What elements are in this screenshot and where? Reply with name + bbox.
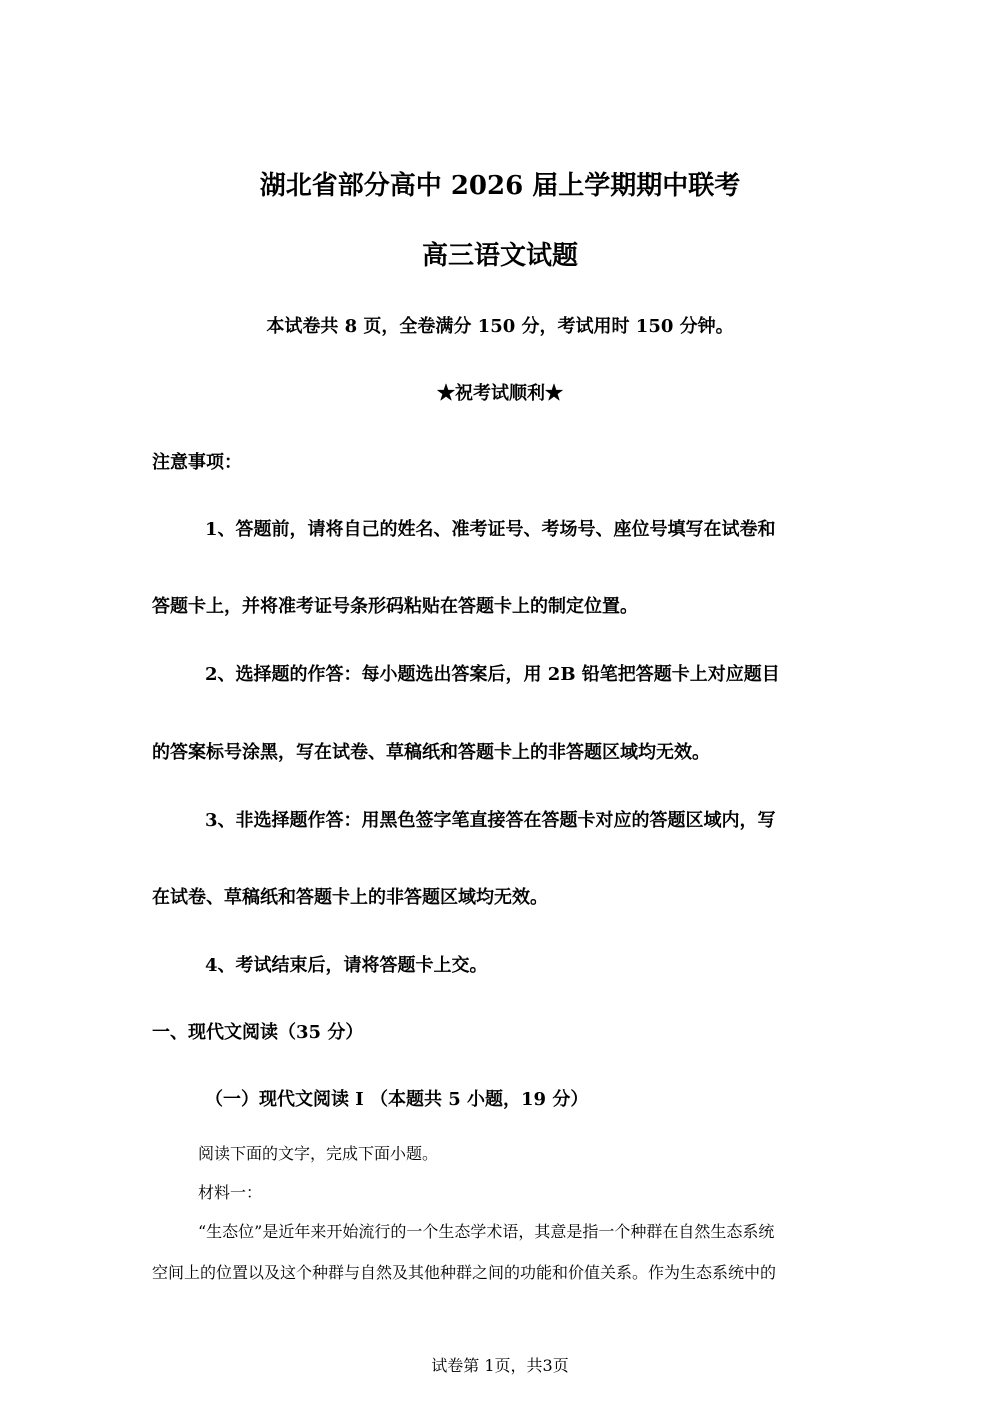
notice-item-1-line-1: 1、答题前，请将自己的姓名、准考证号、考场号、座位号填写在试卷和 <box>205 519 776 540</box>
reading-instruction: 阅读下面的文字，完成下面小题。 <box>198 1144 439 1163</box>
passage-line-1: “生态位”是近年来开始流行的一个生态学术语，其意是指一个种群在自然生态系统 <box>198 1222 775 1241</box>
passage-line-2: 空间上的位置以及这个种群与自然及其他种群之间的功能和价值关系。作为生态系统中的 <box>152 1263 777 1282</box>
exam-subtitle: 高三语文试题 <box>421 241 578 271</box>
section-heading: 一、现代文阅读（35 分） <box>152 1022 364 1043</box>
notice-heading: 注意事项： <box>152 452 242 473</box>
page-footer: 试卷第 1页，共3页 <box>431 1356 569 1375</box>
exam-title: 湖北省部分高中 2026 届上学期期中联考 <box>259 171 741 201</box>
notice-item-3-line-1: 3、非选择题作答：用黑色签字笔直接答在答题卡对应的答题区域内，写 <box>205 810 776 831</box>
notice-item-4: 4、考试结束后，请将答题卡上交。 <box>205 955 488 976</box>
section-subheading: （一）现代文阅读 I （本题共 5 小题，19 分） <box>205 1089 589 1110</box>
notice-item-2-line-2: 的答案标号涂黑，写在试卷、草稿纸和答题卡上的非答题区域均无效。 <box>152 742 710 763</box>
notice-item-1-line-2: 答题卡上，并将准考证号条形码粘贴在答题卡上的制定位置。 <box>152 596 638 617</box>
notice-item-2-line-1: 2、选择题的作答：每小题选出答案后，用 2B 铅笔把答题卡上对应题目 <box>205 664 780 685</box>
good-luck-wish: ★祝考试顺利★ <box>437 383 563 404</box>
exam-info: 本试卷共 8 页，全卷满分 150 分，考试用时 150 分钟。 <box>266 316 734 337</box>
notice-item-3-line-2: 在试卷、草稿纸和答题卡上的非答题区域均无效。 <box>152 887 548 908</box>
material-label: 材料一： <box>198 1183 263 1202</box>
